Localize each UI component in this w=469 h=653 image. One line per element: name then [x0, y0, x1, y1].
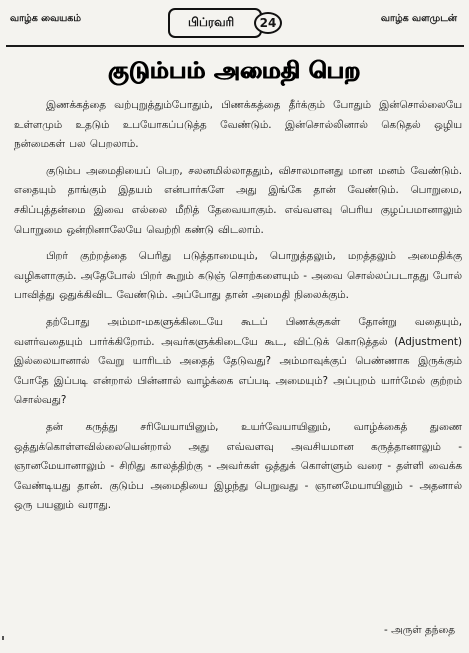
header-right-slogan: வாழ்க வளமுடன்	[380, 13, 457, 24]
page-header	[0, 8, 469, 48]
scan-speck	[2, 636, 4, 640]
header-month-box: பிப்ரவரி	[168, 8, 262, 38]
header-page-number: 24	[254, 12, 282, 34]
header-left-slogan: வாழ்க வையகம்	[10, 13, 82, 24]
paragraph-4: தற்போது அம்மா-மகளுக்கிடையே கூடப் பிணக்குகள் தோன்று வதையும், வளர்வதையும் பார்க்கிறோம். அவர்களுக்கிடையே கூட, விட்டுக் கொடுத்தல் (Adjustment) இல்லையானால் வேறு யாரிடம் அதைத் தேடுவது? அம்மாவுக்குப் பெண்ணாக இருக்கும் போதே இப்படி என்றால் பின்னால் வாழ்க்கை எப்படி அமையும்? அப்புறம் யார்மேல் குற்றம் சொல்வது?	[14, 315, 462, 407]
article-title: குடும்பம் அமைதி பெற	[108, 58, 361, 84]
paragraph-3: பிறர் குற்றத்தை பெரிது படுத்தாமையும், பொறுத்தலும், மறத்தலும் அமைதிக்கு வழிகளாகும். அதேபோல் பிறர் கூறும் கடுஞ் சொற்களையும் - அவை சொல்லப்படாதது போல் பாவித்து ஒதுக்கிவிட வேண்டும். அப்போது தான் அமைதி நிலைக்கும்.	[14, 250, 462, 302]
paragraph-5: தன் கருத்து சரியேயாயினும், உயர்வேயாயினும், வாழ்க்கைத் துணை ஒத்துக்கொள்ளவில்லையென்றால் அது எவ்வளவு அவசியமான கருத்தானாலும் - ஞானமேயானாலும் - சிறிது காலத்திற்கு - அவர்கள் ஒத்துக் கொள்ளும் வரை - தள்ளி வைக்க வேண்டியது தான். குடும்ப அமைதியை இழந்து பெறுவது - ஞானமேயாயினும் - அதனால் ஒரு பயனும் வராது.	[14, 420, 462, 512]
author-signature: - அருள் தந்தை	[384, 624, 455, 636]
paragraph-2: குடும்ப அமைதியைப் பெற, சலனமில்லாததும், விசாலமானது மான மனம் வேண்டும். எதையும் தாங்கும் இதயம் என்பார்களே அது இங்கே தான் வேண்டும். பொறுமை, சகிப்புத்தன்மை இவை எல்லை மீறித் தேவையாகும். எவ்வளவு பெரிய குழப்பமானாலும் பொறுமை ஒன்றினாலேயே வெற்றி கண்டு விடலாம்.	[14, 164, 462, 236]
paragraph-1: இணக்கத்தை வற்புறுத்தும்போதும், பிணக்கத்தை தீர்க்கும் போதும் இன்சொல்லையே உள்ளமும் உதடும் உபயோகப்படுத்த வேண்டும். இன்சொல்லினால் கெடுதல் ஒழிய நன்மைகள் பல பெறலாம்.	[14, 99, 462, 151]
article-body	[14, 96, 462, 523]
header-divider	[6, 45, 464, 47]
